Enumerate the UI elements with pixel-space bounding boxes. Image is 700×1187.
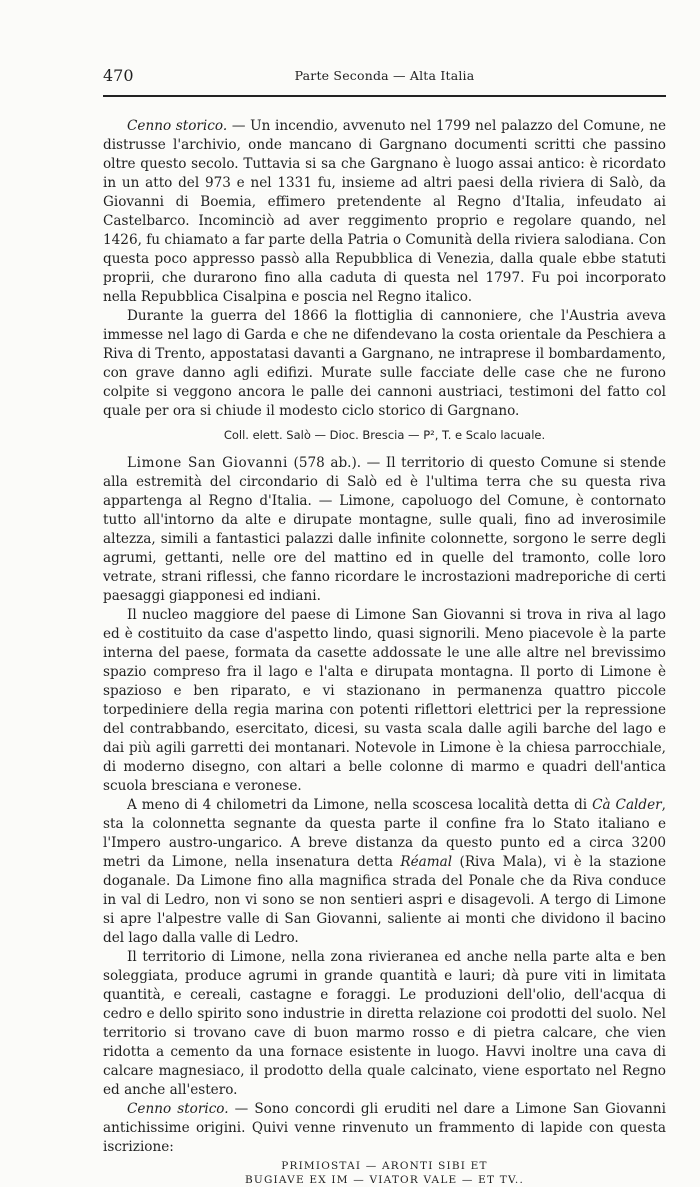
section-lead: Cenno storico. bbox=[127, 1101, 229, 1117]
paragraph-limone-border bbox=[103, 796, 666, 948]
paragraph-text: — Un incendio, avvenuto nel 1799 nel palazzo del Comune, ne distrusse l'archivio, onde mancano di Gargnano documenti scritti che passino oltre questo secolo. Tuttavia si sa che Gargnano è luogo assai antico: è ricordato in un atto del 973 e nel 1331 fu, insieme ad altri paesi della riviera di Salò, da Giovanni di Boemia, effimero pretendente al Regno d'Italia, infeudato ai Castelbarco. Incominciò ad aver reggimento proprio e regolare quando, nel 1426, fu chiamato a far parte della Patria o Comunità della riviera salodiana. Con questa poco appresso passò alla Repubblica di Venezia, dalla quale ebbe statuti proprii, che durarono fino alla caduta di questa nel 1797. Fu poi incorporato nella Repubblica Cisalpina e poscia nel Regno italico. bbox=[103, 118, 666, 305]
place-name-heading: Limone San Giovanni bbox=[127, 455, 288, 471]
place-name-italic: Cà Calder bbox=[592, 797, 662, 813]
paragraph-text: (578 ab.). — Il territorio di questo Comune si stende alla estremità del circondario di Salò ed è l'ultima terra che su questa riva appartenga al Regno d'Italia. — Limone, capoluogo del Comune, è contornato tutto all'intorno da alte e dirupate montagne, sulle quali, fino ad inverosimile altezza, simili a fantastici palazzi dalle infinite colonnette, sorgono le serre degli agrumi, gettanti, nelle ore del mattino ed in quelle del tramonto, colle loro vetrate, strani riflessi, che fanno ricordare le incrostazioni madreporiche di certi paesaggi giapponesi ed indiani. bbox=[103, 455, 666, 604]
paragraph-text: A meno di 4 chilometri da Limone, nella scoscesa località detta di bbox=[127, 797, 593, 813]
paragraph-gargnano-history bbox=[103, 117, 666, 307]
section-lead: Cenno storico. bbox=[127, 118, 228, 134]
info-line: Coll. elett. Salò — Dioc. Brescia — P², T. e Scalo lacuale. bbox=[223, 428, 546, 442]
paragraph-war-1866: Durante la guerra del 1866 la flottiglia di cannoniere, che l'Austria aveva immesse nel lago di Garda e che ne difendevano la costa orientale da Peschiera a Riva di Trento, appostatasi davanti a Gargnano, ne intraprese il bombardamento, con grave danno agli edifizi. Murate sulle facciate delle case che ne furono colpite si veggono ancora le palle dei cannoni austriaci, testimoni del fatto col quale per ora si chiude il modesto ciclo storico di Gargnano. bbox=[103, 308, 666, 419]
paragraph-limone-intro bbox=[103, 454, 666, 606]
header-rule bbox=[103, 95, 666, 97]
paragraph-limone-history bbox=[103, 1100, 666, 1157]
running-head: Parte Seconda — Alta Italia bbox=[294, 68, 475, 83]
paragraph-text: — Sono concordi gli eruditi nel dare a Limone San Giovanni antichissime origini. Quivi venne rinvenuto un frammento di lapide con questa iscrizione: bbox=[103, 1101, 666, 1155]
inscription-line: BUGIAVE EX IM — VIATOR VALE — ET TV.. bbox=[245, 1174, 524, 1186]
paragraph-text: (Riva Mala), vi è la stazione doganale. Da Limone fino alla magnifica strada del Ponale che da Riva conduce in val di Ledro, non vi sono se non sentieri aspri e disagevoli. A tergo di Limone si apre l'alpestre valle di San Giovanni, saliente ai monti che dividono il bacino del lago dalla valle di Ledro. bbox=[103, 854, 666, 946]
inscription bbox=[103, 1159, 666, 1187]
inscription-line: PRIMIOSTAI — ARONTI SIBI ET bbox=[281, 1160, 488, 1172]
page-number: 470 bbox=[103, 66, 134, 85]
paragraph-limone-territory: Il territorio di Limone, nella zona rivieranea ed anche nella parte alta e ben soleggiata, produce agrumi in grande quantità e lauri; dà pure viti in limitata quantità, e cereali, castagne e foraggi. Le produzioni dell'olio, dell'acqua di cedro e dello spirito sono industrie in diretta relazione coi prodotti del suolo. Nel territorio si trovano cave di buon marmo rosso e di pietra calcare, che vien ridotta a cemento da una fornace esistente in luogo. Havvi inoltre una cava di calcare magnesiaco, il prodotto della quale calcinato, viene esportato nel Regno ed anche all'estero. bbox=[103, 949, 666, 1098]
paragraph-text: , sta la colonnetta segnante da questa parte il confine fra lo Stato italiano e l'Impero austro-ungarico. A breve distanza da questo punto ed a circa 3200 metri da Limone, nella insenatura detta bbox=[103, 797, 666, 870]
page-header bbox=[103, 62, 666, 86]
place-name-italic: Réamal bbox=[400, 854, 453, 870]
paragraph-limone-town: Il nucleo maggiore del paese di Limone San Giovanni si trova in riva al lago ed è costituito da case d'aspetto lindo, quasi signorili. Meno piacevole è la parte interna del paese, formata da casette addossate le une alle altre nel brevissimo spazio compreso fra il lago e l'alta e dirupata montagna. Il porto di Limone è spazioso e ben riparato, e vi stazionano in permanenza quattro piccole torpediniere della regia marina con potenti riflettori elettrici per la repressione del contrabbando, esercitato, dicesi, su vasta scala dalle agili barche del lago e dai più agili garretti dei montanari. Notevole in Limone è la chiesa parrocchiale, di moderno disegno, con altari a belle colonne di marmo e quadri dell'antica scuola bresciana e veronese. bbox=[103, 607, 666, 794]
page-body bbox=[103, 117, 666, 1187]
